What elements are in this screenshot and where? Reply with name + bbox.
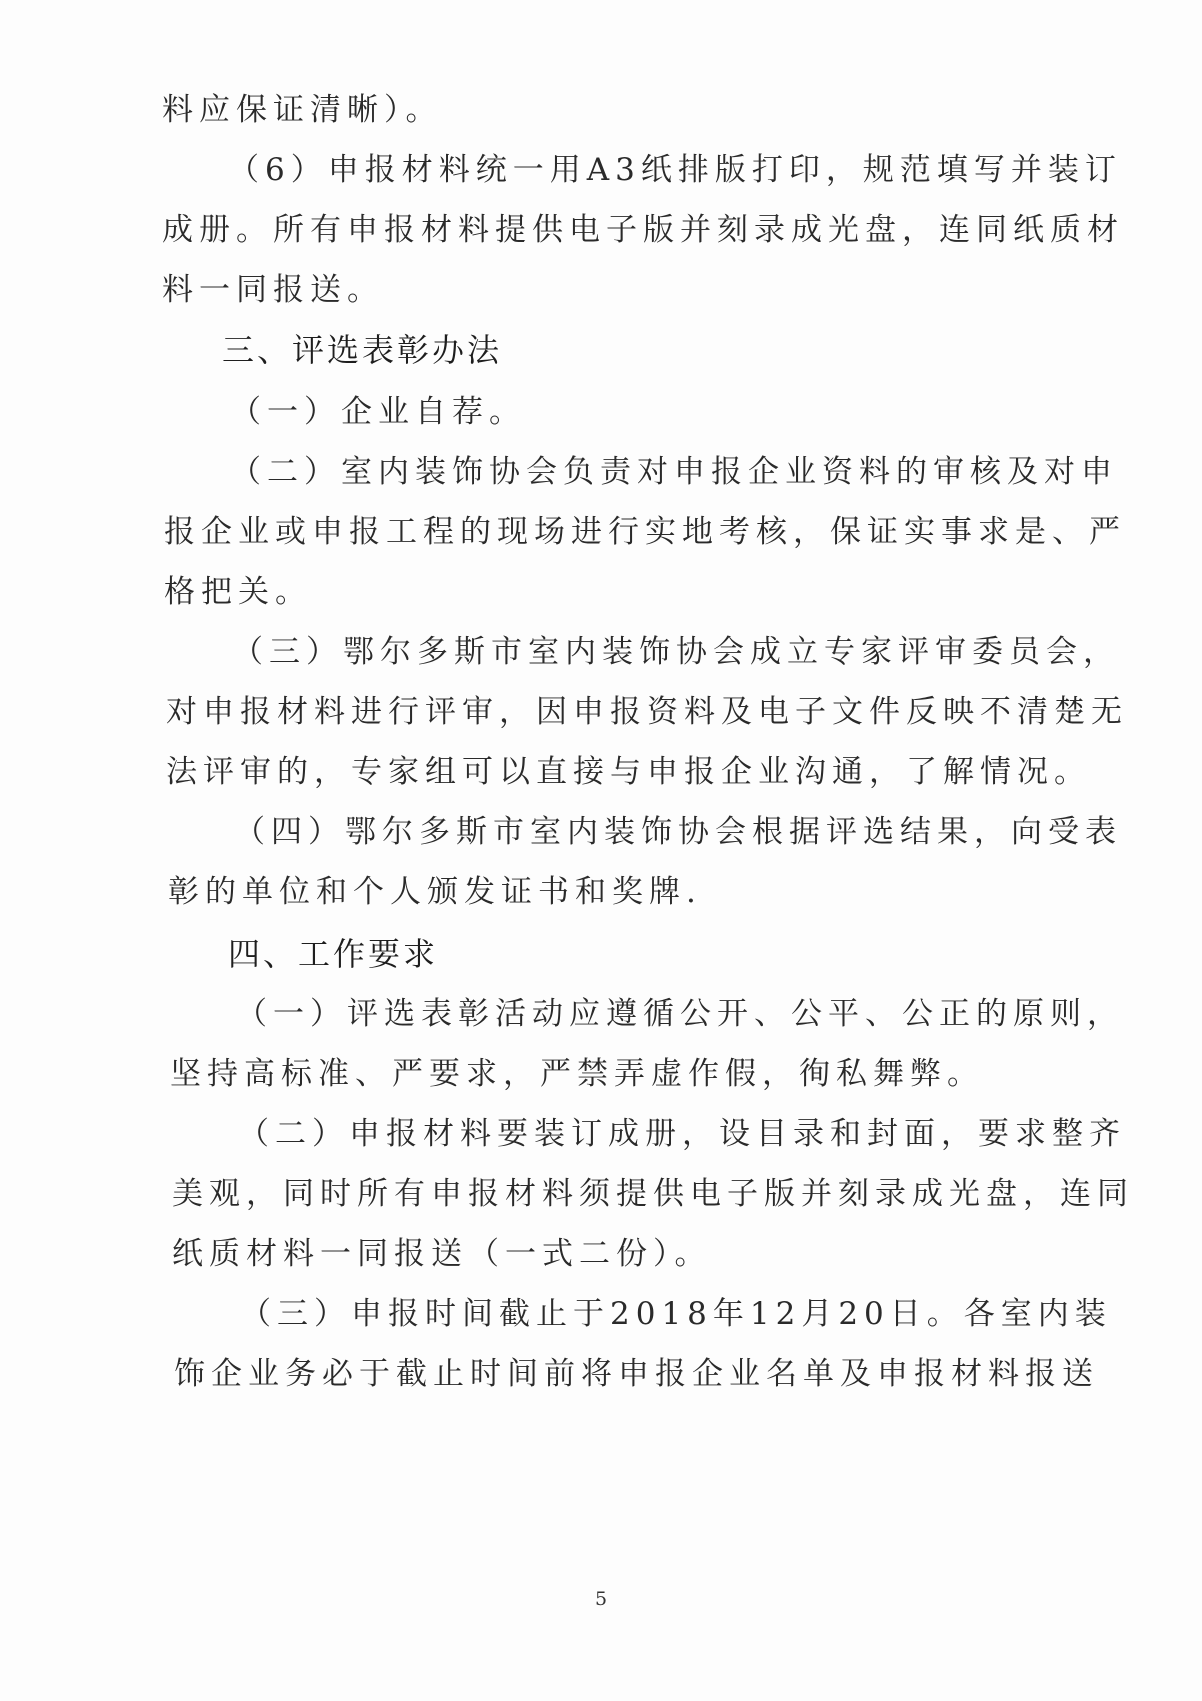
text-line: 纸质材料一同报送（一式二份）。 bbox=[172, 1236, 712, 1272]
text-line: （一）企业自荐。 bbox=[230, 394, 526, 430]
text-line: （一）评选表彰活动应遵循公开、公平、公正的原则， bbox=[236, 996, 1124, 1032]
text-line: （三）鄂尔多斯市室内装饰协会成立专家评审委员会， bbox=[232, 634, 1120, 670]
text-line: 美观，同时所有申报材料须提供电子版并刻录成光盘，连同 bbox=[172, 1176, 1134, 1212]
text-line: 饰企业务必于截止时间前将申报企业名单及申报材料报送 bbox=[174, 1356, 1099, 1392]
text-line: 坚持高标准、严要求，严禁弄虚作假，徇私舞弊。 bbox=[170, 1056, 984, 1092]
page-number: 5 bbox=[594, 1588, 608, 1610]
text-line: （二）室内装饰协会负责对申报企业资料的审核及对申 bbox=[230, 454, 1118, 490]
section-heading: 三、评选表彰办法 bbox=[222, 331, 503, 369]
text-line: （四）鄂尔多斯市室内装饰协会根据评选结果，向受表 bbox=[234, 814, 1122, 850]
text-line: （二）申报材料要装订成册，设目录和封面，要求整齐 bbox=[238, 1116, 1126, 1152]
text-line: 料应保证清晰）。 bbox=[162, 92, 443, 128]
section-heading: 四、工作要求 bbox=[228, 935, 439, 973]
text-line: 成册。所有申报材料提供电子版并刻录成光盘，连同纸质材 bbox=[162, 212, 1124, 248]
text-line: 彰的单位和个人颁发证书和奖牌. bbox=[168, 874, 702, 910]
text-line: （6）申报材料统一用A3纸排版打印，规范填写并装订 bbox=[228, 152, 1122, 188]
text-line: 格把关。 bbox=[164, 574, 312, 610]
text-line: 法评审的，专家组可以直接与申报企业沟通，了解情况。 bbox=[166, 754, 1091, 790]
text-line: 报企业或申报工程的现场进行实地考核，保证实事求是、严 bbox=[164, 514, 1126, 550]
text-line: （三）申报时间截止于2018年12月20日。各室内装 bbox=[240, 1296, 1112, 1332]
text-line: 对申报材料进行评审，因申报资料及电子文件反映不清楚无 bbox=[166, 694, 1128, 730]
text-line: 料一同报送。 bbox=[162, 272, 384, 308]
